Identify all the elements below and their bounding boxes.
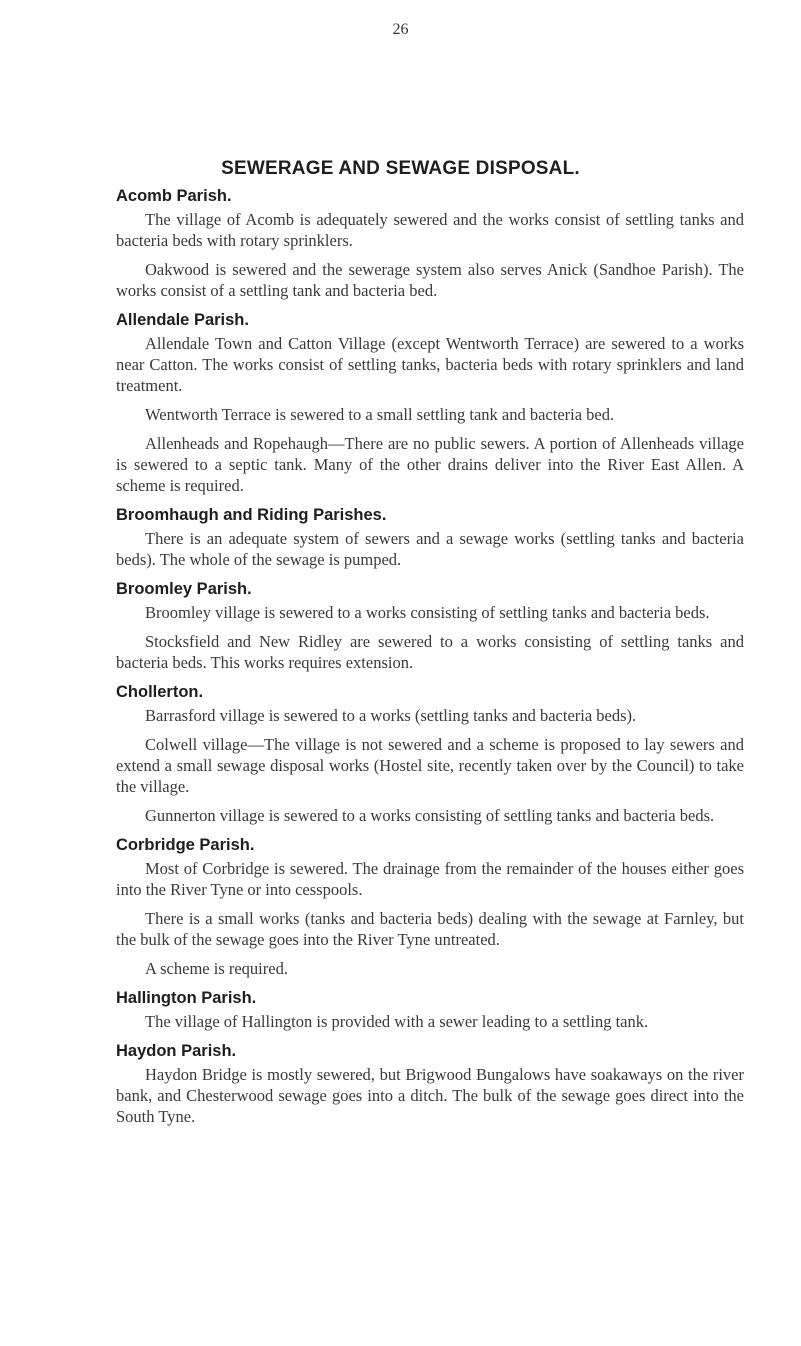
paragraph: Broomley village is sewered to a works consisting of settling tanks and bacteria beds. — [145, 603, 710, 622]
section-heading: Broomley Parish. — [116, 580, 252, 598]
paragraph: Colwell village—The village is not sewered and a scheme is proposed to lay sewers and extend a small sewage disposal works (Hostel site, recently taken over by the Council) to take the village. — [116, 735, 744, 796]
section — [116, 578, 744, 673]
paragraph: Gunnerton village is sewered to a works consisting of settling tanks and bacteria beds. — [145, 806, 715, 825]
section-heading: Broomhaugh and Riding Parishes. — [116, 506, 387, 524]
section — [116, 185, 744, 301]
section-heading: Hallington Parish. — [116, 989, 257, 1007]
section-heading: Chollerton. — [116, 683, 204, 701]
paragraph: The village of Hallington is provided with a sewer leading to a settling tank. — [145, 1012, 649, 1031]
section — [116, 681, 744, 826]
paragraph: Most of Corbridge is sewered. The drainage from the remainder of the houses either goes into the River Tyne or into cesspools. — [116, 859, 744, 899]
section — [116, 834, 744, 979]
section-heading: Haydon Parish. — [116, 1042, 237, 1060]
page-title: SEWERAGE AND SEWAGE DISPOSAL. — [221, 158, 580, 179]
paragraph: There is an adequate system of sewers and a sewage works (settling tanks and bacteria beds). The whole of the sewage is pumped. — [116, 529, 744, 569]
page-number: 26 — [392, 21, 409, 38]
document-body — [116, 185, 744, 1135]
paragraph: A scheme is required. — [145, 959, 288, 978]
paragraph: Stocksfield and New Ridley are sewered to a works consisting of settling tanks and bacteria beds. This works requires extension. — [116, 632, 744, 672]
paragraph: The village of Acomb is adequately sewered and the works consist of settling tanks and bacteria beds with rotary sprinklers. — [116, 210, 744, 250]
paragraph: Allenheads and Ropehaugh—There are no public sewers. A portion of Allenheads village is sewered to a septic tank. Many of the other drains deliver into the River East Allen. A scheme is required. — [116, 434, 744, 495]
paragraph: Oakwood is sewered and the sewerage system also serves Anick (Sandhoe Parish). The works consist of a settling tank and bacteria bed. — [116, 260, 744, 300]
section-heading: Corbridge Parish. — [116, 836, 255, 854]
paragraph: Allendale Town and Catton Village (except Wentworth Terrace) are sewered to a works near Catton. The works consist of settling tanks, bacteria beds with rotary sprinklers and land treatment. — [116, 334, 744, 395]
paragraph: Haydon Bridge is mostly sewered, but Brigwood Bungalows have soakaways on the river bank, and Chesterwood sewage goes into a ditch. The bulk of the sewage goes direct into the South Tyne. — [116, 1065, 744, 1126]
section-heading: Acomb Parish. — [116, 187, 232, 205]
paragraph: Wentworth Terrace is sewered to a small settling tank and bacteria bed. — [145, 405, 615, 424]
paragraph: Barrasford village is sewered to a works (settling tanks and bacteria beds). — [145, 706, 637, 725]
section-heading: Allendale Parish. — [116, 311, 249, 329]
paragraph: There is a small works (tanks and bacteria beds) dealing with the sewage at Farnley, but the bulk of the sewage goes into the River Tyne untreated. — [116, 909, 744, 949]
section — [116, 1040, 744, 1127]
section — [116, 987, 744, 1032]
section — [116, 504, 744, 570]
section — [116, 309, 744, 496]
